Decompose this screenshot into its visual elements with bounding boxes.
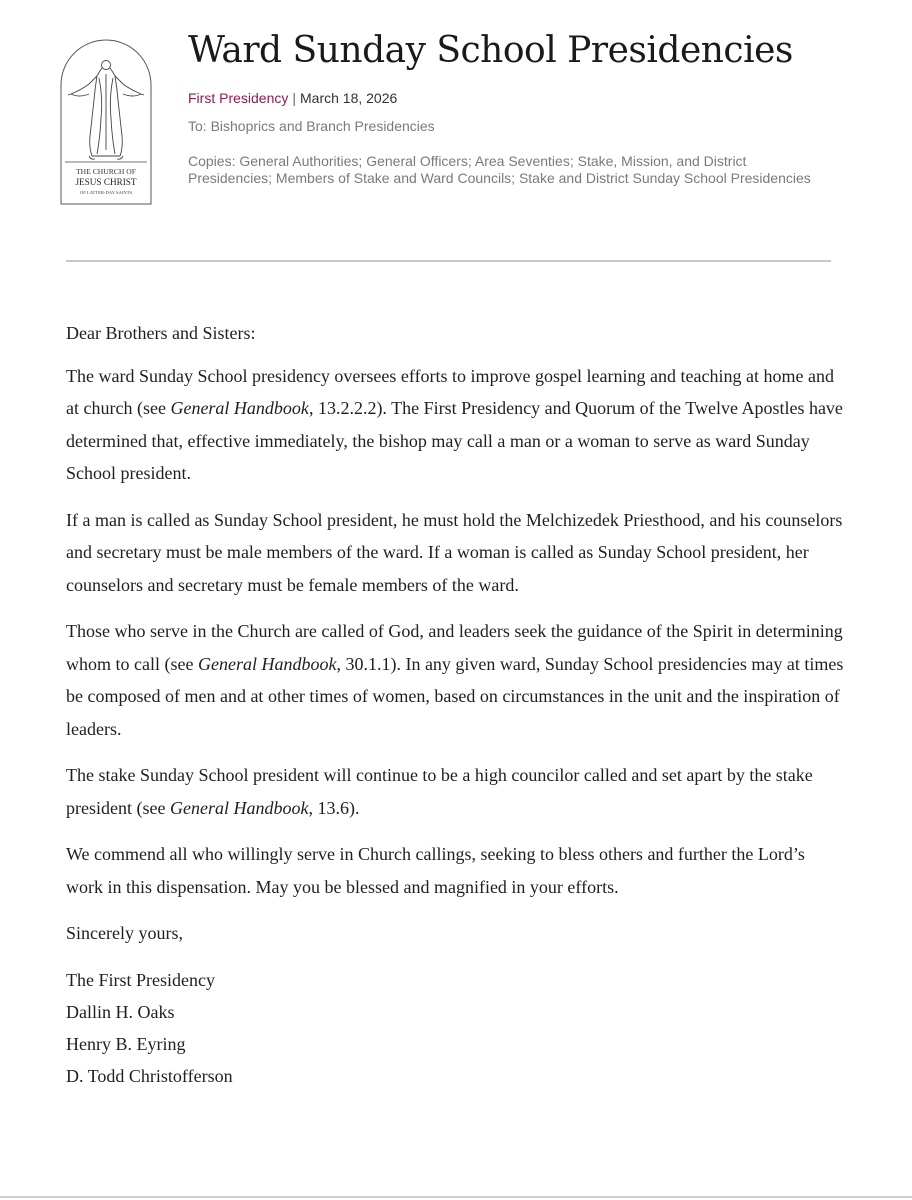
church-logo xyxy=(59,38,153,206)
svg-text:THE CHURCH OF: THE CHURCH OF xyxy=(76,167,136,176)
signature-block xyxy=(66,964,846,1092)
signature-line: Henry B. Eyring xyxy=(66,1033,186,1054)
christus-statue-icon xyxy=(59,38,153,206)
paragraph-1: The ward Sunday School presidency oversees efforts to improve gospel learning and teaching at home and at church (see General Handbook, 13.2.2.2). The First Presidency and Quorum of the Twelve Apostles have determined that, effective immediately, the bishop may call a man or a woman to serve as ward Sunday School president. xyxy=(66,365,843,483)
page-title: Ward Sunday School Presidencies xyxy=(188,30,793,71)
paragraph-3: Those who serve in the Church are called of God, and leaders seek the guidance of the Spirit in determining whom to call (see General Handbook, 30.1.1). In any given ward, Sunday School presidencies may at times be composed of men and at other times of women, based on circumstances in the unit and the inspiration of leaders. xyxy=(66,621,844,739)
handbook-reference: General Handbook xyxy=(197,653,337,674)
signature-line: Dallin H. Oaks xyxy=(66,1001,175,1022)
signature-line: The First Presidency xyxy=(66,969,215,990)
bottom-divider xyxy=(0,1196,912,1198)
letter-date: March 18, 2026 xyxy=(300,90,398,106)
paragraph-4: The stake Sunday School president will continue to be a high councilor called and set apart by the stake president (see General Handbook, 13.6). xyxy=(66,765,813,818)
svg-text:OF LATTER-DAY SAINTS: OF LATTER-DAY SAINTS xyxy=(79,190,133,195)
signature-line: D. Todd Christofferson xyxy=(66,1065,233,1086)
separator: | xyxy=(292,90,296,106)
copies-line: Copies: General Authorities; General Officers; Area Seventies; Stake, Mission, and District Presidencies; Members of Stake and Ward Councils; Stake and District Sunday School Presidencies xyxy=(188,153,811,186)
sender-date-line xyxy=(188,90,397,106)
svg-text:JESUS CHRIST: JESUS CHRIST xyxy=(75,177,137,187)
sender-link[interactable]: First Presidency xyxy=(188,90,289,106)
recipients-line: To: Bishoprics and Branch Presidencies xyxy=(188,118,435,134)
salutation: Dear Brothers and Sisters: xyxy=(66,323,256,343)
header-divider xyxy=(66,260,831,262)
paragraph-2: If a man is called as Sunday School president, he must hold the Melchizedek Priesthood, and his counselors and secretary must be male members of the ward. If a woman is called as Sunday School president, her counselors and secretary must be female members of the ward. xyxy=(66,509,843,595)
letter-header xyxy=(0,0,912,262)
letter-body xyxy=(66,317,846,1092)
handbook-reference: General Handbook xyxy=(169,797,309,818)
handbook-reference: General Handbook xyxy=(170,398,309,418)
paragraph-5: We commend all who willingly serve in Church callings, seeking to bless others and further the Lord’s work in this dispensation. May you be blessed and magnified in your efforts. xyxy=(66,844,805,897)
closing: Sincerely yours, xyxy=(66,923,183,943)
